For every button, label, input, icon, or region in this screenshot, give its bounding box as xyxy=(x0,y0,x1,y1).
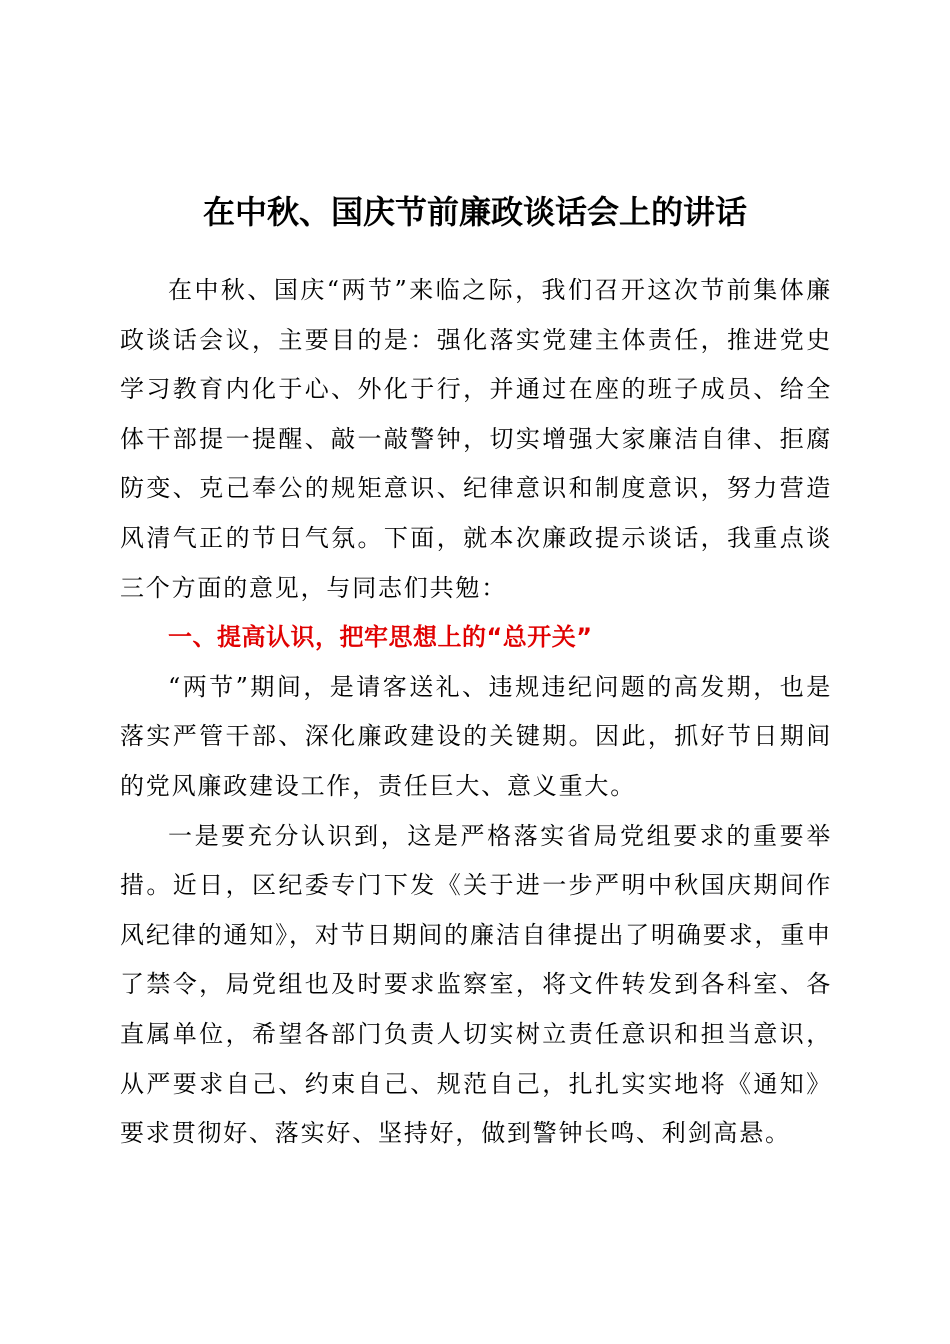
paragraph-section-1-intro: “两节”期间，是请客送礼、违规违纪问题的高发期，也是落实严管干部、深化廉政建设的关键期。因此，抓好节日期间的党风廉政建设工作，责任巨大、意义重大。 xyxy=(120,672,832,800)
document-title: 在中秋、国庆节前廉政谈话会上的讲话 xyxy=(202,193,747,231)
paragraph-intro: 在中秋、国庆“两节”来临之际，我们召开这次节前集体廉政谈话会议，主要目的是：强化落实党建主体责任，推进党史学习教育内化于心、外化于行，并通过在座的班子成员、给全体干部提一提醒、敲一敲警钟，切实增强大家廉洁自律、拒腐防变、克己奉公的规矩意识、纪律意识和制度意识，努力营造风清气正的节日气氛。下面，就本次廉政提示谈话，我重点谈三个方面的意见，与同志们共勉： xyxy=(120,276,832,602)
document-body xyxy=(120,266,832,1159)
paragraph-point-1: 一是要充分认识到，这是严格落实省局党组要求的重要举措。近日，区纪委专门下发《关于进一步严明中秋国庆期间作风纪律的通知》，对节日期间的廉洁自律提出了明确要求，重申了禁令，局党组也及时要求监察室，将文件转发到各科室、各直属单位，希望各部门负责人切实树立责任意识和担当意识，从严要求自己、约束自己、规范自己，扎扎实实地将《通知》要求贯彻好、落实好、坚持好，做到警钟长鸣、利剑高悬。 xyxy=(120,821,832,1148)
section-heading-1: 一、提高认识，把牢思想上的“总开关” xyxy=(168,623,593,652)
